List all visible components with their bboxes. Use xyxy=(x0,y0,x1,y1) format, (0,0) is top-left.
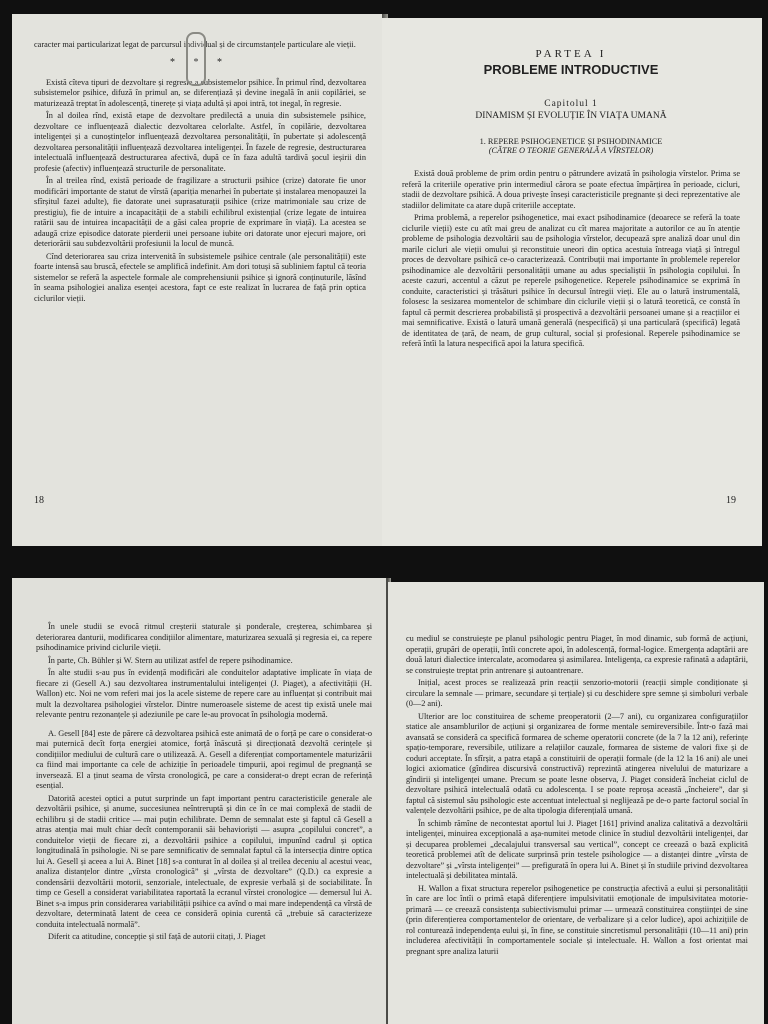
paragraph-opening: caracter mai particularizat legat de parcursul individual și de circumstanțele particulare ale vieții. xyxy=(34,40,356,49)
paragraph: Există două probleme de prim ordin pentru o pătrundere avizată în psihologia vîrstelor. Prima se referă la criteriile operative prin intermediul cărora se poate efectua împărțirea în perioade, cicluri, stadii de dezvoltare psihică. A doua privește înseși caracteristicile pregnante și deci reprezentative ale stadiilor delimitate ca atare după criteriile acceptate. xyxy=(402,169,740,210)
paragraph: cu mediul se construiește pe planul psihologic pentru Piaget, în mod dinamic, sub formă de acțiuni, operații, grupări de operații, întîi concrete apoi, în adolescență, formal-logice. Emergența adaptării are două laturi dialectice intercalate, acomodarea și asimilarea. Inteligența, ca expresie rafinată a adaptării, se construiește treptat prin antrenare și autoantrenare. xyxy=(406,634,748,675)
section-separator: * * * xyxy=(170,56,230,68)
paragraph: Datorită acestei optici a putut surprinde un fapt important pentru caracteristicile generale ale dezvoltării psihice, și anume, succesiunea neîntreruptă și din ce în ce mai complexă de stadii de echilibru și de stadii critice — mai puțin echilibrate. Demn de semnalat este și faptul că Gesell a atras atenția mai mult chiar decît contemporanii săi behavioriști — asupra „copilului concret”, a conduitelor vieții de fiecare zi, a dezvoltării psihice a copilului, impunînd cadrul și optica longitudinală în psihologie. Ni se pare semnificativ de semnalat faptul că la intersecția dintre optica lui A. Gesell și aceea a lui A. Binet [18] s-a conturat în al doilea și al treilea deceniu al acestui veac, analiza distanțelor dintre „vîrsta cronologică” și „vîrsta de dezvoltare” (Q.D.) ca expresie a condensării dezvoltării motorii, senzoriale, intelectuale, de expresie verbală și de sociabilitate. În timp ce Gesell a considerat variabilitatea raportată la ecranul vîrstei cronologice — demersul lui A. Binet s-a impus prin considerarea variabilității psihice ca avînd o mai mare independență ca vîrstă de dezvoltare, determinată latent de ceea ce consideră opinia curentă că „trebuie să caracterizeze conduita intelectuală normală”. xyxy=(36,793,372,929)
page-19 xyxy=(382,18,762,546)
paragraph: Ulterior are loc constituirea de scheme preoperatorii (2—7 ani), cu organizarea configurațiilor statice ale ansamblurilor de acțiuni și organizarea de forme mentale semireversibile. Într-o fază mai avansată se consideră ca specifică formarea de scheme operatorii concrete (de la 7 la 12 ani), referințe spațio-temporare, reversibile, utilizare a relațiilor cauzale, formarea de sisteme de valori fixe și de coduri acceptate. În sfîrșit, a patra etapă a constituirii de operații formale (de la 12 la 16 ani) ale unei logici axiomatice (gîndirea discursivă constructivă) reprezintă atingerea nivelului de maturizare a gîndirii și inteligenței umane. Precum se poate lesne observa, J. Piaget consideră încheiat ciclul de dezvoltare psihică intelectuală odată cu adolescența. I se poate reproșa această „încheiere”, dar și faptul că sistemul său psihologic este accentuat intelectual și neglijează pe de-o parte factorul social în valențele dezvoltării psihice, pe de alta tipologia diferențială umană. xyxy=(406,711,748,815)
page-18 xyxy=(12,14,382,546)
section-title: 1. REPERE PSIHOGENETICE ȘI PSIHODINAMICE xyxy=(479,137,663,146)
paragraph: În schimb rămîne de necontestat aportul lui J. Piaget [161] privind analiza calitativă a dezvoltării inteligenței, minuirea excepțională a așa-numitei metode clinice în studiul dezvoltării inteligenței, dar și decuparea problemei „decalajului transversal sau vertical”, concept ce creează o bază explicită teoretică problemei atît de delicate surprinsă prin testele psihologice — a distanței dintre „vîrsta de dezvoltare” și „vîrsta inteligenței” — prefigurată în opera lui A. Binet și în studiile privind dezvoltarea intelectuală și debilitatea mintală. xyxy=(406,818,748,880)
paragraph: Diferit ca atitudine, concepție și stil față de autorii citați, J. Piaget xyxy=(48,932,266,941)
paragraph: În parte, Ch. Bühler și W. Stern au utilizat astfel de repere psihodinamice. xyxy=(48,655,293,665)
paper-clip xyxy=(186,32,206,86)
paragraph: Prima problemă, a reperelor psihogenetice, mai exact psihodinamice (deoarece se referă la toate ciclurile vieții) este cu atît mai greu de analizat cu cît marea majoritate a autorilor ce au în atenție probleme de psihologia dezvoltării sau de psihologia vîrstelor, decupează spre analiză doar unul din marile cicluri ale vieții omului și reconstituie uneori din optica acestuia întreaga viață și întregul proces de dezvoltare psihică ce-o caracterizează. Contribuții mai importante în problemele reperelor psihodinamice ale dezvoltării personalității umane au adus specialiștii în psihologia copilului. În aceste cazuri, accentul a căzut pe reperele psihogenetice. Reperele psihodinamice se exprimă în conduite, caracteristici și trăsături psihice în decursul întregii vieți. Ele au o latură instrumentală, folosesc la sesizarea momentelor de schimbare din ciclurile vieții și o latură teoretică, ce constă în faptul că permit descrierea probabilistă și prospectivă a dezvoltării persoanei umane și a reacțiilor ei mai semnificative. Există o latură umană generală (nespecifică) și una particulară (specifică) legată de identitatea de țară, de neam, de grup cultural, social și profesional. Reperele psihodinamice se referă întîi la latura nespecifică apoi la latura specifică. xyxy=(402,213,740,348)
section-subtitle: (CĂTRE O TEORIE GENERALĂ A VÎRSTELOR) xyxy=(488,146,654,155)
page-21 xyxy=(388,582,764,1024)
part-title: PROBLEME INTRODUCTIVE xyxy=(483,62,659,77)
page-number: 18 xyxy=(34,495,44,506)
page-number: 19 xyxy=(726,495,736,506)
paragraph: A. Gesell [84] este de părere că dezvoltarea psihică este animată de o forță pe care o considerat-o mai puternică decît forța energiei atomice, forță înăscută și direcționată dezvoltă cerințele și condițiilor mediului de cultură care o utilizează. A. Gesell a diferențiat comportamentele maturizării ca fiind mai importante ca cele de achiziție în perioadele timpurii, apoi regimul de pregnanță se inversează. El a ținut seama de vîrsta cronologică, pe care a considerat-o drept ecran de referință esențial. xyxy=(36,728,372,790)
paragraph: În unele studii se evocă ritmul creșterii staturale și ponderale, creșterea, schimbarea și deteriorarea danturii, modificarea condițiilor alimentare, maturizarea sexuală și regresia ei, ca repere psihodinamice privind ciclurile vieții. xyxy=(36,622,372,652)
page-20 xyxy=(12,578,386,1024)
part-label: PARTEA I xyxy=(535,48,607,60)
paragraph: Există cîteva tipuri de dezvoltare și regresie a subsistemelor psihice. În primul rînd, dezvoltarea subsistemelor psihice, difuză în primul an, se diferențiază și devine inegală în anii copilăriei, se maturizează treptat în adolescență, tinerețe și viața adultă și apoi intră, tot inegal, în regresie. xyxy=(34,77,366,108)
chapter-label: Capitolul 1 xyxy=(544,99,598,109)
paragraph: În alte studii s-au pus în evidență modificări ale conduitelor adaptative implicate în viața de fiecare zi (Gesell A.) sau dezvoltarea instrumentalului inteligenței (J. Piaget), a afectivității (H. Wallon) etc. Noi ne vom referi mai jos la acele sisteme de repere care au influențat și contribuit mai mult la dezvoltarea psihologiei vîrstelor. Dintre numeroasele sisteme de acest tip există unele mai relevante pentru rezonanțele și adeziunile pe care le-au provocat în psihologia modernă. xyxy=(36,668,372,719)
paragraph: Cînd deteriorarea sau criza intervenită în subsistemele psihice centrale (ale personalității) este foarte intensă sau bruscă, efectele se amplifică indefinit. Am dori totuși să subliniem faptul că teoria sistemelor se referă la aspectele formale ale comprehensiunii psihice și ignoră conținuturile, lăsînd în seama psihologiei analiza esenței acestora, fapt ce este realizat în lucrarea de față prin optica ciclurilor vieții. xyxy=(34,251,366,303)
paragraph: În al doilea rînd, există etape de dezvoltare predilectă a unuia din subsistemele psihice, dezvoltare ce influențează dialectic dezvoltarea celorlalte. Astfel, în copilărie, dezvoltarea inteligenței și a cunoștințelor influențează dezvoltarea personalității, în pubertate și adolescență dezvoltarea personalității influențează dezvoltarea inteligenței. În fazele de regresie, destructurarea intelectuală influențează destructurarea afectivă, după ce în faza adultă tardivă șocul ieșirii din profesie (afectiv) influențează structurile de personalitate. xyxy=(34,111,366,173)
paragraph: H. Wallon a fixat structura reperelor psihogenetice pe construcția afectivă a eului și personalității în care are loc întîi o primă etapă diferențiere impulsivitatii emoționale de impulsivitatea motorie-primară — ce creează consistența subiectivismului primar — urmează constituirea conștiinței de sine (prin diferențierea comportamentelor de orientare, de verbalizare și a celor ludice), apoi achizițiile de rol conturează independența eului și, în fine, se constituie sincretismul personalității (10—11 ani) prin includerea afectivității în comportamentele sociale și intelectuale. H. Wallon a fost orientat mai pregnant spre analiza laturii xyxy=(406,883,748,956)
paragraph: În al treilea rînd, există perioade de fragilizare a structurii psihice (crize) datorate fie unor modificări importante de statut de vîrstă (apariția menarhei în pubertate și instalarea menopauzei la sfîrșitul fazei adulte), fie datorate unei suprasaturații psihice (crize matrimoniale sau crize de prestigiu), fie de intuire a incapacității de a stabili echilibrul existențial (crize legate de intuirea ratării sau de intuirea incapacității de a găsi calea proprie de exprimare în viață). La acestea se adaugă crize episodice datorate pierderii unei persoane iubite ori datorate unor ejecuri majore, ori deteriorării sau subdezvoltării profesiunii la locul de muncă. xyxy=(34,176,366,248)
chapter-title: DINAMISM ȘI EVOLUȚIE ÎN VIAȚA UMANĂ xyxy=(475,111,667,121)
paragraph: Inițial, acest proces se realizează prin reacții senzorio-motorii (reacții simple condiționate și circulare la semnale — primare, secundare și terțiale) și cu deschidere spre semne și simboluri verbale (0—2 ani). xyxy=(406,678,748,708)
